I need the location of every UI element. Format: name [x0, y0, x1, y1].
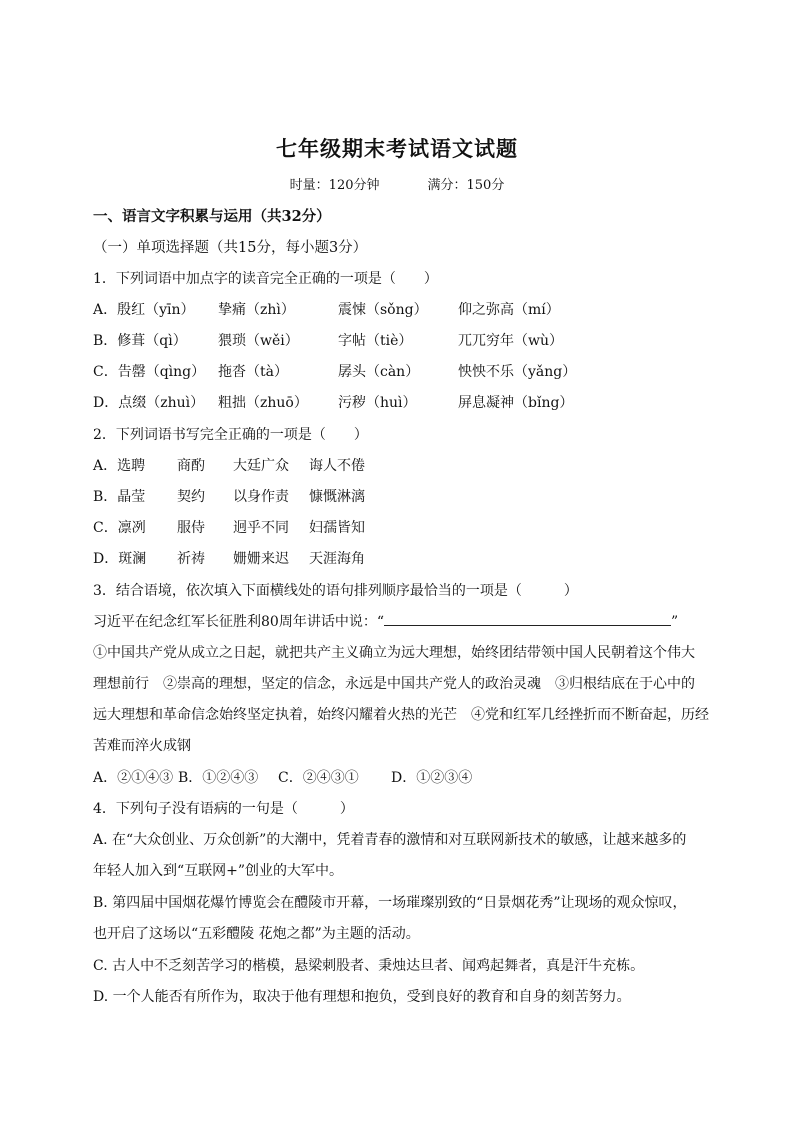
question-3-passage-line: 理想前行 ②崇高的理想，坚定的信念，永远是中国共产党人的政治灵魂 ③归根结底在于心中的 — [93, 676, 695, 692]
question-3-prompt — [93, 611, 703, 631]
part-heading: （一）单项选择题（共15分，每小题3分） — [93, 240, 368, 256]
option-text: 妇孺皆知 — [309, 520, 365, 536]
option-text: 震悚（sǒng） — [338, 302, 428, 318]
answer-blank — [384, 611, 671, 626]
option-text: 姗姗来迟 — [233, 551, 289, 567]
option-text: C．告罄（qìng） — [93, 364, 206, 380]
question-4-option-a: A. 在“大众创业、万众创新”的大潮中，凭着青春的激情和对互联网新技术的敏感，让越来越多的 — [93, 832, 687, 848]
question-3-passage-line: 苦难而淬火成钢 — [93, 738, 191, 754]
option-text: D．①②③④ — [391, 770, 473, 786]
question-1-option-b — [93, 330, 703, 350]
full-score: 满分：150分 — [427, 178, 505, 193]
time-limit: 时量：120分钟 — [289, 178, 380, 193]
option-text: 祈祷 — [177, 551, 205, 567]
option-text: 挚痛（zhì） — [218, 302, 295, 318]
option-text: 商酌 — [177, 458, 205, 474]
option-text: 拖沓（tà） — [218, 364, 288, 380]
question-4-option-b-cont: 也开启了这场以“五彩醴陵 花炮之都”为主题的活动。 — [93, 926, 420, 942]
option-text: 仰之弥高（mí） — [458, 302, 560, 318]
question-3-stem: 3．结合语境，依次填入下面横线处的语句排列顺序最恰当的一项是（ ） — [93, 583, 578, 599]
option-text: 怏怏不乐（yǎng） — [458, 364, 577, 380]
section-heading: 一、语言文字积累与运用（共32分） — [93, 208, 331, 225]
option-text: 以身作责 — [233, 489, 289, 505]
option-text: 污秽（huì） — [338, 395, 417, 411]
option-text: 屏息凝神（bǐng） — [458, 395, 574, 411]
option-text: 慷慨淋漓 — [309, 489, 365, 505]
prompt-text: ” — [670, 614, 679, 630]
question-1-option-a — [93, 299, 703, 319]
option-text: 字帖（tiè） — [338, 333, 413, 349]
question-2-option-a — [93, 455, 703, 475]
question-2-option-b — [93, 486, 703, 506]
option-text: D．斑澜 — [93, 551, 147, 567]
question-1-option-d — [93, 392, 703, 412]
option-text: 服侍 — [177, 520, 205, 536]
question-3-passage-line: 远大理想和革命信念始终坚定执着，始终闪耀着火热的光芒 ④党和红军几经挫折而不断奋起，历经 — [93, 707, 709, 723]
option-text: A．殷红（yīn） — [93, 302, 195, 318]
option-text: A．②①④③ — [93, 770, 174, 786]
question-3-passage-line: ①中国共产党从成立之日起，就把共产主义确立为远大理想，始终团结带领中国人民朝着这个伟大 — [93, 645, 695, 661]
option-text: B．修葺（qì） — [93, 333, 187, 349]
prompt-text: 习近平在纪念红军长征胜利80周年讲话中说：“ — [93, 614, 384, 630]
option-text: 孱头（càn） — [338, 364, 420, 380]
option-text: A．选聘 — [93, 458, 146, 474]
question-2-option-d — [93, 548, 703, 568]
question-4-option-d: D. 一个人能否有所作为，取决于他有理想和抱负，受到良好的教育和自身的刻苦努力。 — [93, 989, 631, 1005]
option-text: C．②④③① — [278, 770, 359, 786]
option-text: B．晶莹 — [93, 489, 146, 505]
question-1-stem: 1．下列词语中加点字的读音完全正确的一项是（ ） — [93, 271, 438, 287]
question-1-option-c — [93, 361, 703, 381]
option-text: B．①②④③ — [178, 770, 259, 786]
exam-meta — [0, 174, 794, 193]
option-text: 诲人不倦 — [309, 458, 365, 474]
option-text: 大廷广众 — [233, 458, 289, 474]
question-4-option-c: C. 古人中不乏刻苦学习的楷模，悬梁刺股者、秉烛达旦者、闻鸡起舞者，真是汗牛充栋。 — [93, 958, 645, 974]
option-text: 猥琐（wěi） — [218, 333, 299, 349]
question-4-stem: 4．下列句子没有语病的一句是（ ） — [93, 801, 354, 817]
page-title: 七年级期末考试语文试题 — [276, 136, 518, 161]
option-text: D．点缀（zhuì） — [93, 395, 205, 411]
option-text: 迥乎不同 — [233, 520, 289, 536]
question-4-option-a-cont: 年轻人加入到“互联网+”创业的大军中。 — [93, 863, 344, 879]
option-text: 契约 — [177, 489, 205, 505]
option-text: 粗拙（zhuō） — [218, 395, 308, 411]
question-2-stem: 2．下列词语书写完全正确的一项是（ ） — [93, 427, 368, 443]
question-2-option-c — [93, 517, 703, 537]
option-text: 兀兀穷年（wù） — [458, 333, 563, 349]
option-text: C．凛冽 — [93, 520, 146, 536]
question-3-options — [93, 767, 703, 787]
question-4-option-b: B. 第四届中国烟花爆竹博览会在醴陵市开幕，一场璀璨别致的“日景烟花秀”让现场的观众惊叹， — [93, 895, 687, 911]
option-text: 天涯海角 — [309, 551, 365, 567]
